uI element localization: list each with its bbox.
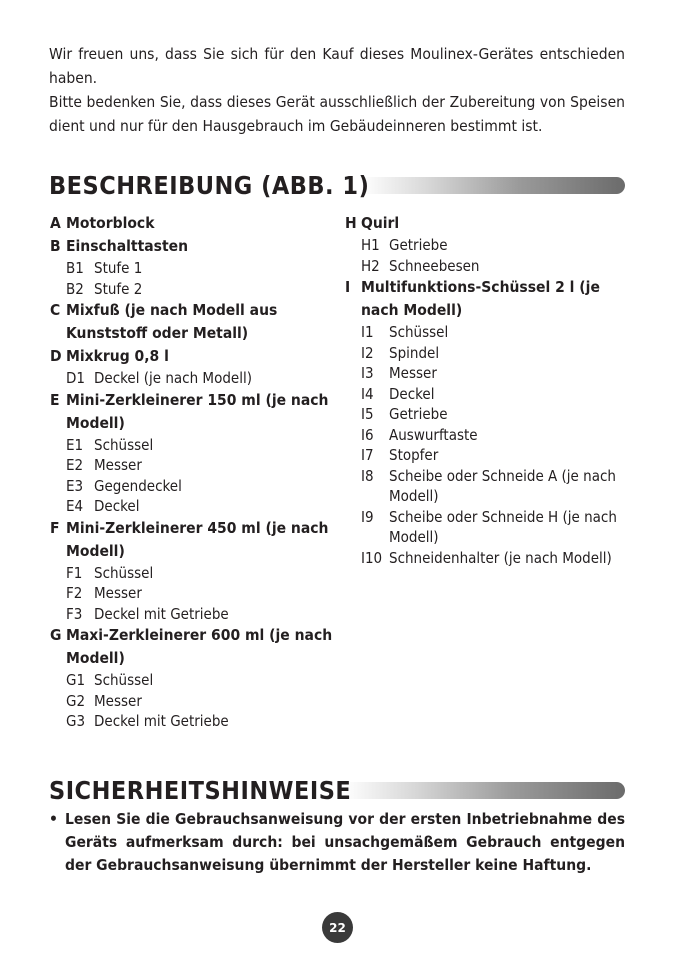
part-heading <box>50 212 335 235</box>
sub-part-text: Schüssel <box>389 323 449 341</box>
part-letter: A <box>50 214 61 232</box>
sub-part-code: I1 <box>361 323 374 341</box>
sub-part-item <box>345 363 625 384</box>
part-letter: D <box>50 347 62 365</box>
sub-part-code: G3 <box>66 712 86 730</box>
sub-part-text: Schüssel <box>94 671 154 689</box>
sub-part-item <box>50 496 335 517</box>
sub-part-item <box>50 711 335 732</box>
part-title: Mini-Zerkleinerer 150 ml (je nach Modell) <box>66 390 329 432</box>
sub-part-text: Stufe 2 <box>94 279 143 298</box>
sub-part-text: Messer <box>94 584 142 602</box>
sub-part-code: G1 <box>66 671 86 689</box>
sub-part-code: I7 <box>361 446 374 464</box>
sub-part-text: Scheibe oder Schneide H (je nach Modell) <box>389 507 617 546</box>
part-heading <box>345 276 625 322</box>
parts-list-left <box>50 212 335 732</box>
part-heading <box>50 235 335 258</box>
sub-part-code: F2 <box>66 584 83 602</box>
safety-heading: SICHERHEITSHINWEISE <box>49 775 352 805</box>
sub-part-code: I2 <box>361 343 374 362</box>
part-title: Mixfuß (je nach Modell aus Kunststoff oder Metall) <box>66 301 278 342</box>
sub-part-item <box>50 435 335 456</box>
part-letter: B <box>50 237 61 255</box>
sub-part-code: I9 <box>361 507 374 526</box>
sub-part-code: E4 <box>66 497 84 515</box>
page-number: 22 <box>322 912 353 943</box>
sub-part-code: E1 <box>66 435 84 454</box>
heading-gradient-bar <box>343 782 625 799</box>
part-letter: F <box>50 518 60 537</box>
bullet-icon: • <box>49 810 58 828</box>
sub-part-code: I3 <box>361 364 374 382</box>
part-letter: G <box>50 626 62 644</box>
sub-part-item <box>50 279 335 300</box>
sub-part-code: H2 <box>361 256 380 275</box>
part-title: Einschalttasten <box>66 237 189 255</box>
sub-part-code: E3 <box>66 476 84 495</box>
sub-part-text: Stopfer <box>389 446 439 464</box>
sub-part-item <box>50 691 335 712</box>
part-group <box>50 212 335 235</box>
part-letter: H <box>345 214 357 232</box>
sub-part-code: F1 <box>66 563 83 582</box>
sub-part-item <box>345 445 625 466</box>
sub-part-code: H1 <box>361 236 380 254</box>
sub-part-code: I6 <box>361 425 374 444</box>
part-heading <box>50 624 335 670</box>
part-title: Mixkrug 0,8 l <box>66 347 169 365</box>
part-letter: I <box>345 278 351 296</box>
sub-part-text: Stufe 1 <box>94 259 143 277</box>
sub-part-code: F3 <box>66 604 83 623</box>
part-letter: E <box>50 390 60 409</box>
sub-part-text: Messer <box>94 456 142 474</box>
sub-part-text: Deckel <box>389 384 435 403</box>
part-group <box>50 517 335 625</box>
heading-gradient-bar <box>361 177 625 194</box>
sub-part-text: Deckel (je nach Modell) <box>94 369 252 387</box>
sub-part-item <box>345 404 625 425</box>
sub-part-item <box>345 384 625 405</box>
part-title: Quirl <box>361 214 400 232</box>
sub-part-item <box>345 466 625 507</box>
intro-paragraph-2: Bitte bedenken Sie, dass dieses Gerät ausschließlich der Zubereitung von Speisen dient und nur für den Hausgebrauch im Gebäudeinneren bestimmt ist. <box>49 93 625 135</box>
part-group <box>50 235 335 299</box>
part-heading <box>50 517 335 563</box>
sub-part-item <box>345 256 625 277</box>
part-group <box>50 624 335 732</box>
safety-instruction <box>49 808 625 877</box>
part-group <box>345 276 625 568</box>
description-heading: BESCHREIBUNG (ABB. 1) <box>49 170 370 200</box>
sub-part-item <box>50 476 335 497</box>
sub-part-code: I4 <box>361 384 374 403</box>
sub-part-item <box>50 563 335 584</box>
sub-part-code: I10 <box>361 548 383 567</box>
sub-part-text: Schüssel <box>94 563 154 582</box>
sub-part-code: B2 <box>66 279 84 298</box>
description-heading-bar <box>49 170 625 200</box>
sub-part-item <box>50 258 335 279</box>
sub-part-item <box>345 343 625 364</box>
part-group <box>50 389 335 517</box>
part-title: Mini-Zerkleinerer 450 ml (je nach Modell) <box>66 518 329 560</box>
part-heading <box>50 389 335 435</box>
sub-part-text: Messer <box>94 691 142 710</box>
sub-part-text: Deckel mit Getriebe <box>94 712 229 730</box>
sub-part-code: G2 <box>66 691 86 710</box>
part-group <box>50 345 335 389</box>
safety-instruction-text: Lesen Sie die Gebrauchsanweisung vor der ersten Inbetriebnahme des Geräts aufmerksam durch: bei unsachgemäßem Gebrauch entgegen der Gebrauchsanweisung übernimmt der Hersteller keine Haftung. <box>65 810 625 874</box>
sub-part-item <box>345 235 625 256</box>
sub-part-item <box>345 548 625 569</box>
sub-part-text: Messer <box>389 364 437 382</box>
sub-part-code: I8 <box>361 466 374 485</box>
sub-part-item <box>345 425 625 446</box>
intro-text <box>49 42 625 138</box>
part-group <box>345 212 625 276</box>
sub-part-code: B1 <box>66 259 84 277</box>
sub-part-text: Deckel <box>94 497 140 515</box>
sub-part-item <box>50 583 335 604</box>
sub-part-text: Scheibe oder Schneide A (je nach Modell) <box>389 466 616 505</box>
sub-part-text: Schneidenhalter (je nach Modell) <box>389 548 612 567</box>
sub-part-item <box>50 455 335 476</box>
sub-part-item <box>50 604 335 625</box>
part-group <box>50 299 335 345</box>
sub-part-item <box>50 368 335 389</box>
sub-part-text: Gegendeckel <box>94 476 182 495</box>
parts-list-right <box>345 212 625 568</box>
sub-part-text: Spindel <box>389 343 440 362</box>
safety-heading-bar <box>49 775 625 805</box>
part-title: Motorblock <box>66 214 155 232</box>
sub-part-item <box>345 507 625 548</box>
sub-part-text: Getriebe <box>389 405 448 423</box>
intro-paragraph-1: Wir freuen uns, dass Sie sich für den Kauf dieses Moulinex-Gerätes entschieden haben. <box>49 45 625 87</box>
part-heading <box>50 299 335 345</box>
sub-part-text: Deckel mit Getriebe <box>94 604 229 623</box>
part-title: Multifunktions-Schüssel 2 l (je nach Modell) <box>361 278 600 319</box>
sub-part-item <box>50 670 335 691</box>
part-heading <box>345 212 625 235</box>
sub-part-text: Auswurftaste <box>389 425 478 444</box>
sub-part-code: I5 <box>361 405 374 423</box>
sub-part-text: Getriebe <box>389 236 448 254</box>
sub-part-code: D1 <box>66 369 85 387</box>
part-heading <box>50 345 335 368</box>
part-title: Maxi-Zerkleinerer 600 ml (je nach Modell) <box>66 626 333 667</box>
sub-part-item <box>345 322 625 343</box>
sub-part-code: E2 <box>66 456 84 474</box>
part-letter: C <box>50 301 61 319</box>
sub-part-text: Schneebesen <box>389 256 480 275</box>
sub-part-text: Schüssel <box>94 435 154 454</box>
